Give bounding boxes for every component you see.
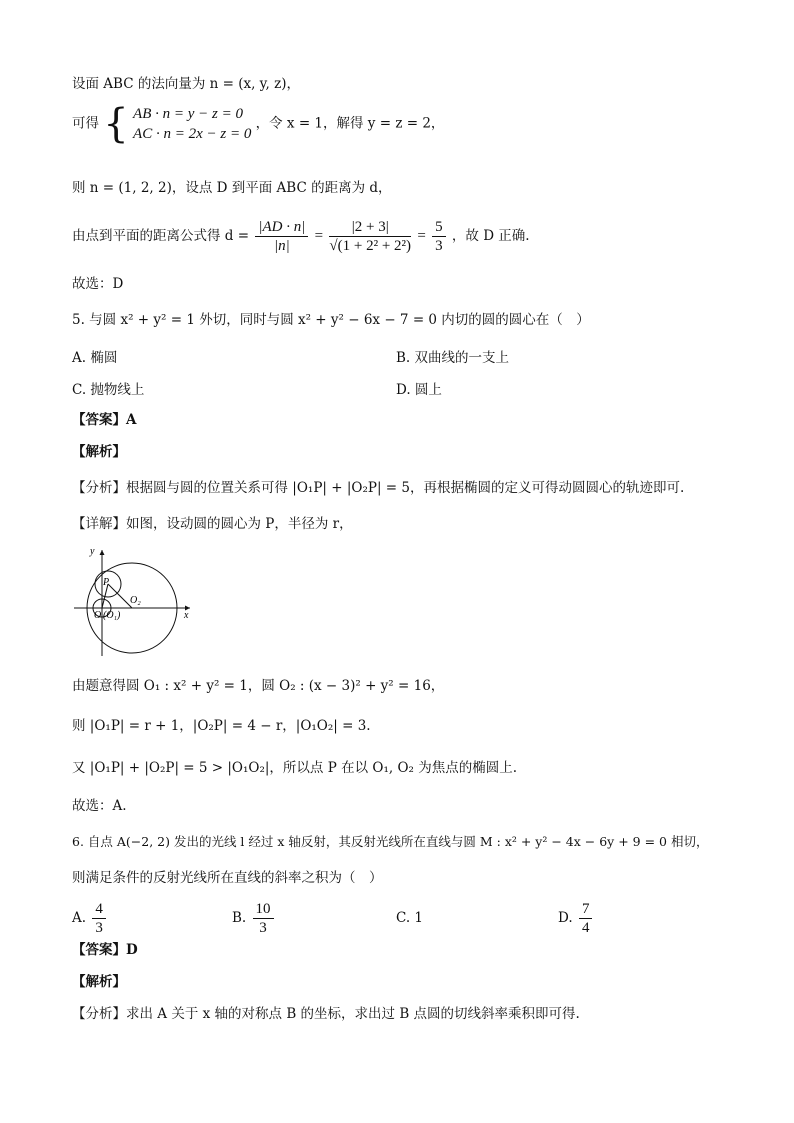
numerator: |AD · n|: [255, 218, 308, 237]
text-line: 设面 ABC 的法向量为 n = (x, y, z)，: [72, 76, 300, 92]
denominator: |n|: [273, 238, 290, 254]
text: ，故 D 正确.: [451, 228, 530, 244]
option-letter: A.: [72, 910, 87, 926]
step-line: 由题意得圆 O₁ : x² + y² = 1，圆 O₂ : (x − 3)² + y² = 16，: [72, 678, 445, 694]
option-b: B. 双曲线的一支上: [396, 350, 510, 366]
analysis-text: 【分析】根据圆与圆的位置关系可得 |O₁P| + |O₂P| = 5，再根据椭圆的定义可得动圆圆心的轨迹即可.: [72, 480, 685, 496]
point-o1-label: (O₁): [103, 610, 121, 621]
fraction: [253, 900, 274, 937]
text-line: 则 n = (1, 2, 2)，设点 D 到平面 ABC 的距离为 d，: [72, 180, 392, 196]
numerator: 10: [253, 900, 274, 919]
step-line: 则 |O₁P| = r + 1，|O₂P| = 4 − r，|O₁O₂| = 3.: [72, 718, 371, 734]
option-a: A. 椭圆: [72, 350, 118, 366]
question-5-stem: 5. 与圆 x² + y² = 1 外切，同时与圆 x² + y² − 6x − 7 = 0 内切的圆的圆心在（ ）: [72, 312, 590, 328]
brace: {: [103, 101, 129, 147]
fraction: [255, 218, 308, 255]
analysis-tag: 【解析】: [72, 444, 126, 460]
option-d: D. 圆上: [396, 382, 442, 398]
detail-text: 【详解】如图，设动圆的圆心为 P，半径为 r，: [72, 516, 353, 532]
point-p-label: P: [103, 577, 110, 588]
denominator: 3: [95, 920, 103, 936]
fraction: [432, 218, 446, 255]
distance-formula-line: [72, 218, 530, 255]
point-o2-label: O₂: [130, 595, 141, 606]
denominator: 3: [259, 920, 267, 936]
text: 可得: [72, 115, 99, 132]
option-b: [232, 900, 276, 937]
answer-line: 故选：D: [72, 276, 124, 292]
denominator: √(1 + 2² + 2²): [329, 238, 412, 254]
fraction: [579, 900, 593, 937]
text: ，令 x = 1，解得 y = z = 2，: [255, 115, 445, 132]
x-axis-label: x: [184, 610, 189, 621]
numerator: 5: [432, 218, 446, 237]
numerator: 7: [579, 900, 593, 919]
equation: AC · n = 2x − z = 0: [133, 126, 252, 142]
answer-tag: 【答案】A: [72, 412, 137, 428]
option-c: C. 抛物线上: [72, 382, 145, 398]
question-6-stem-line1: 6. 自点 A(−2, 2) 发出的光线 l 经过 x 轴反射，其反射光线所在直线与圆 M : x² + y² − 4x − 6y + 9 = 0 相切，: [72, 834, 709, 849]
numerator: 4: [92, 900, 106, 919]
equals: =: [314, 228, 324, 244]
denominator: 3: [435, 238, 443, 254]
step-line: 又 |O₁P| + |O₂P| = 5 > |O₁O₂|，所以点 P 在以 O₁, O₂ 为焦点的椭圆上.: [72, 760, 518, 776]
option-c: C. 1: [396, 910, 424, 926]
text: 由点到平面的距离公式得 d =: [72, 228, 250, 244]
y-axis-label: y: [90, 546, 95, 557]
origin-label: O: [94, 610, 102, 621]
fraction: [329, 218, 411, 255]
equation-system-line: [72, 101, 445, 147]
equals: =: [417, 228, 426, 244]
option-letter: D.: [558, 910, 573, 926]
answer-tag: 【答案】D: [72, 942, 138, 958]
y-axis-arrow: [100, 550, 105, 555]
circles-figure: [66, 544, 196, 658]
numerator: |2 + 3|: [329, 218, 411, 237]
analysis-tag: 【解析】: [72, 974, 126, 990]
denominator: 4: [581, 920, 590, 936]
equation: AB · n = y − z = 0: [133, 106, 243, 122]
option-a: [72, 900, 108, 937]
analysis-text: 【分析】求出 A 关于 x 轴的对称点 B 的坐标，求出过 B 点圆的切线斜率乘积即可得.: [72, 1006, 580, 1022]
answer-line: 故选：A.: [72, 798, 127, 814]
equation-system: [133, 104, 251, 144]
option-d: [558, 900, 594, 937]
fraction: [92, 900, 106, 937]
option-letter: B.: [232, 910, 247, 926]
question-6-stem-line2: 则满足条件的反射光线所在直线的斜率之积为（ ）: [72, 870, 383, 886]
